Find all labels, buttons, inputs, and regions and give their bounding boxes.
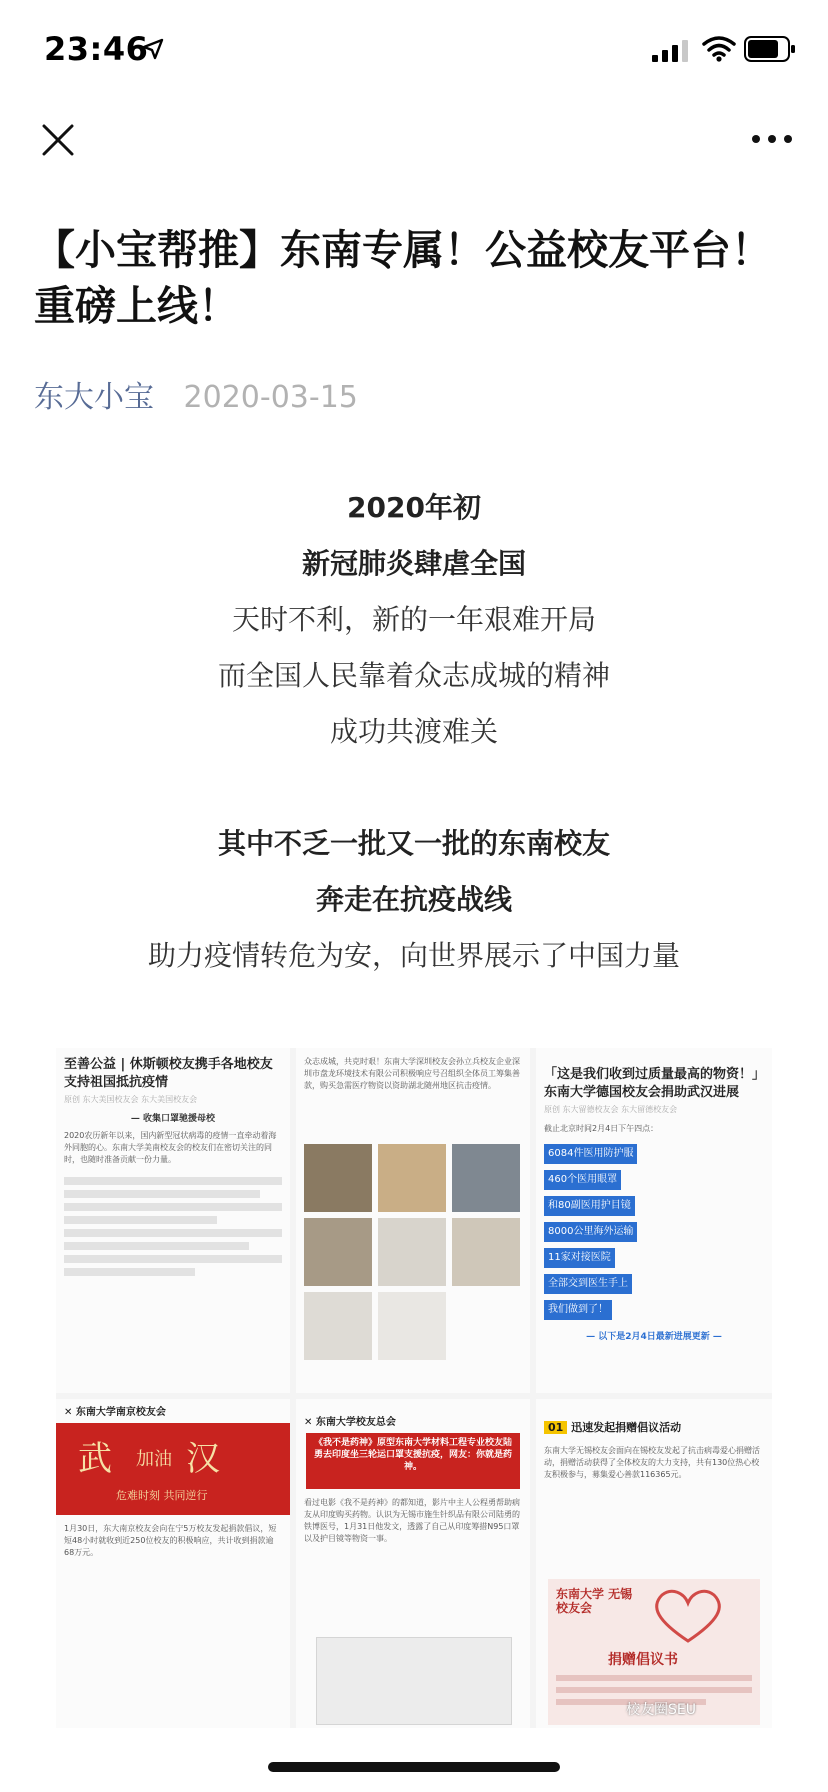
screenshot-thumb <box>316 1637 512 1725</box>
supply-item: 全部交到医生手上 <box>544 1274 632 1294</box>
location-arrow-icon <box>142 38 164 60</box>
collage-image[interactable] <box>56 1048 772 1728</box>
nav-bar <box>0 96 828 186</box>
watermark: 校友圈SEU <box>626 1702 696 1718</box>
close-icon: ✕ <box>64 1407 76 1418</box>
collage-panel-wuxi <box>536 1399 772 1728</box>
cellular-signal-icon <box>652 40 688 62</box>
close-icon[interactable] <box>38 120 78 160</box>
supply-item: 和80副医用护目镜 <box>544 1196 635 1216</box>
more-options-icon[interactable] <box>750 132 794 146</box>
home-indicator[interactable] <box>268 1762 560 1772</box>
article-body <box>0 480 828 984</box>
body-line: 而全国人民靠着众志成城的精神 <box>217 659 610 692</box>
collage-panel-germany <box>536 1048 772 1393</box>
collage-panel-nanjing <box>56 1399 290 1728</box>
panel-text: 东南大学无锡校友会面向在锡校友发起了抗击病毒爱心捐赠活动，捐赠活动获得了全体校友的大力支持，共有130位热心校友积极参与，募集爱心善款116365元。 <box>544 1446 760 1479</box>
supply-item: 6084件医用防护服 <box>544 1144 637 1164</box>
panel-intro: 截止北京时间2月4日下午四点： <box>544 1124 659 1133</box>
section-tag: 01 <box>544 1421 567 1434</box>
panel-meta: 原创 东大美国校友会 东大美国校友会 <box>64 1095 198 1104</box>
status-bar <box>0 0 828 96</box>
author-link[interactable]: 东大小宝 <box>34 380 154 415</box>
panel-heading <box>544 1419 764 1435</box>
panel-title: 至善公益 | 休斯顿校友携手各地校友支持祖国抵抗疫情 <box>64 1057 273 1090</box>
banner-mid: 加油 <box>136 1449 172 1470</box>
panel-text: 看过电影《我不是药神》的都知道，影片中主人公程勇帮助病友从印度购买药物。认识为无锡市施生针织品有限公司陆勇的铁博医号，1月31日他发文，透露了自己从印度筹措N95口罩以及护目镜等物资一事。 <box>304 1498 520 1543</box>
status-time: 23:46 <box>44 30 149 68</box>
body-line: 新冠肺炎肆虐全国 <box>301 547 526 580</box>
panel-title: 「这是我们收到过质量最高的物资！」东南大学德国校友会捐助武汉进展 <box>544 1067 759 1100</box>
collage-panel-houston <box>56 1048 290 1393</box>
close-icon: ✕ <box>304 1417 316 1428</box>
supply-item: 8000公里海外运输 <box>544 1222 637 1242</box>
battery-icon <box>744 36 796 62</box>
body-line: 成功共渡难关 <box>329 715 498 748</box>
article-meta <box>34 372 358 416</box>
supply-item: 11家对接医院 <box>544 1248 615 1268</box>
collage-panel-alumni-association <box>296 1399 530 1728</box>
photo-thumb <box>304 1144 372 1212</box>
banner-char: 汉 <box>186 1439 220 1479</box>
supply-item: 460个医用眼罩 <box>544 1170 621 1190</box>
body-line: 2020年初 <box>347 491 481 524</box>
red-banner <box>56 1423 290 1515</box>
supply-list <box>544 1141 764 1323</box>
panel-footer: — 以下是2月4日最新进展更新 — <box>586 1332 722 1342</box>
body-line: 奔走在抗疫战线 <box>315 883 512 916</box>
panel-header: ✕ 东南大学南京校友会 <box>64 1407 166 1418</box>
proposal-title: 捐赠倡议书 <box>608 1652 678 1668</box>
body-line: 天时不利，新的一年艰难开局 <box>231 603 596 636</box>
photo-thumb <box>378 1292 446 1360</box>
panel-text: 1月30日，东大南京校友会向在宁5万校友发起捐款倡议，短短48小时就收到近250位校友的积极响应，共计收到捐款逾68万元。 <box>64 1524 277 1557</box>
text-line <box>556 1675 752 1681</box>
photo-thumb <box>452 1144 520 1212</box>
paragraph-gap <box>0 760 828 816</box>
wifi-icon <box>702 34 736 62</box>
panel-text: 众志成城，共克时艰！东南大学深圳校友会孙立兵校友企业深圳市盘龙环境技术有限公司积极响应号召组织全体员工筹集善款，购买急需医疗物资以资助湖北随州地区抗击疫情。 <box>304 1057 520 1090</box>
banner-sub: 危难时刻 共同逆行 <box>116 1489 208 1502</box>
text-line <box>556 1687 752 1693</box>
section-heading: 迅速发起捐赠倡议活动 <box>571 1421 682 1434</box>
supply-item: 我们做到了！ <box>544 1300 612 1320</box>
panel-text: 2020农历新年以来，国内新型冠状病毒的疫情一直牵动着海外同胞的心。东南大学美南校友会的校友们在密切关注的同时，也随时准备贡献一份力量。 <box>64 1131 277 1164</box>
publish-date: 2020-03-15 <box>183 380 358 415</box>
photo-thumb <box>378 1218 446 1286</box>
panel-subhead: — 收集口罩驰援母校 <box>130 1114 216 1124</box>
photo-thumb <box>304 1292 372 1360</box>
body-line: 其中不乏一批又一批的东南校友 <box>217 827 610 860</box>
logo-text: 东南大学 无锡校友会 <box>556 1587 633 1615</box>
photo-thumb <box>304 1218 372 1286</box>
photo-thumb <box>378 1144 446 1212</box>
photo-thumb <box>452 1218 520 1286</box>
panel-header: ✕ 东南大学校友总会 <box>304 1417 396 1428</box>
panel-meta: 原创 东大留德校友会 东大留德校友会 <box>544 1105 678 1114</box>
collage-panel-shenzhen <box>296 1048 530 1393</box>
body-line: 助力疫情转危为安，向世界展示了中国力量 <box>147 939 680 972</box>
article-title: 【小宝帮推】东南专属！公益校友平台！重磅上线！ <box>34 226 772 330</box>
banner-char: 武 <box>78 1439 112 1479</box>
red-banner: 《我不是药神》原型东南大学材料工程专业校友陆勇去印度坐三轮运口罩支援抗疫，网友：你就是药神。 <box>306 1433 520 1489</box>
heart-icon <box>648 1585 728 1645</box>
